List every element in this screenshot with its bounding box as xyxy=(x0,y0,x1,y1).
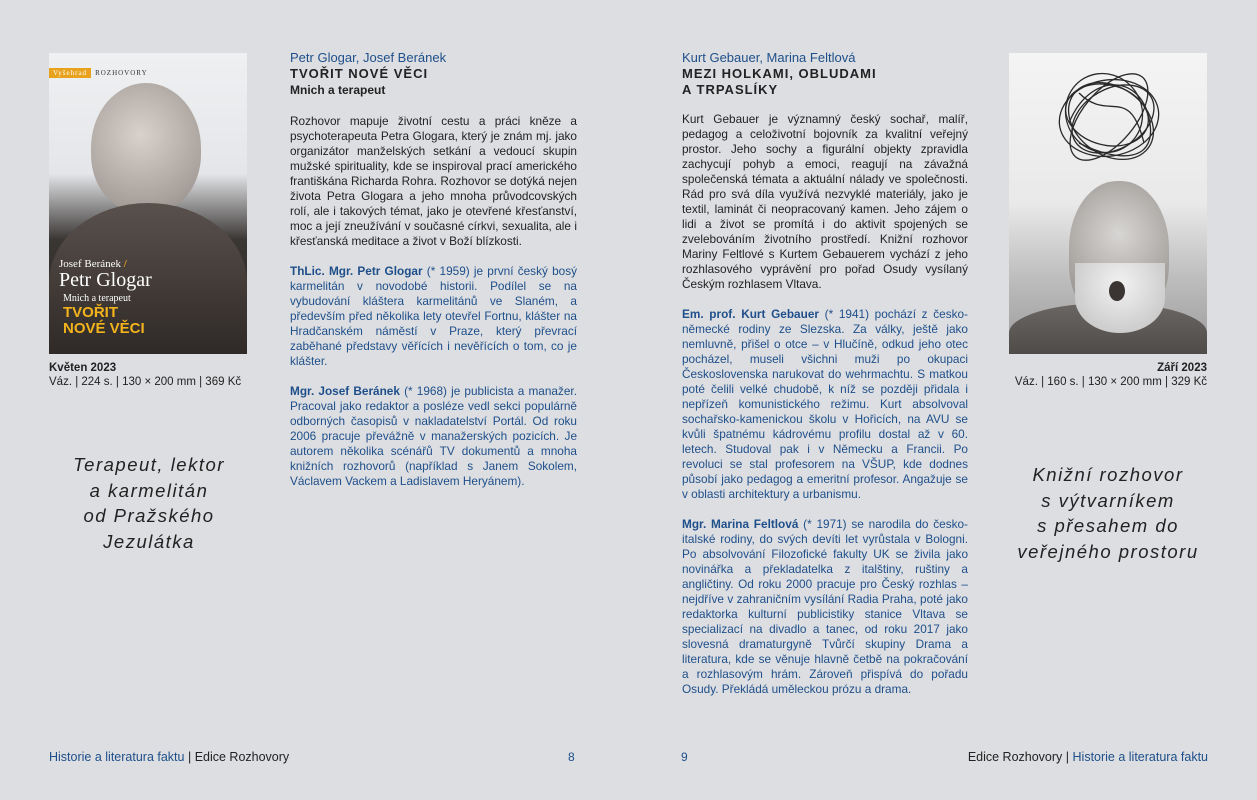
footer-series: Edice Rozhovory xyxy=(967,750,1063,764)
article-left xyxy=(290,50,577,489)
book-title xyxy=(682,66,968,98)
series-label: ROZHOVORY xyxy=(95,69,148,77)
article-right xyxy=(682,50,968,697)
cover-title-line1: TVOŘIT xyxy=(63,304,118,321)
footer-category: Historie a literatura faktu xyxy=(1072,750,1208,764)
footer-series: Edice Rozhovory xyxy=(194,750,290,764)
cover-title xyxy=(63,305,145,337)
bio-text: (* 1959) je první český bosý karmelitán v novodobé historii. Podílel se na vybudování kláštera karmelitánů ve Slaném, a především před několika lety otevřel Fortnu, klášter na Hradčanském náměstí v Praze, který převrací zaběhané představy věřících i nevěřících o tom, co je klášter. xyxy=(290,264,577,368)
book-title-line1: MEZI HOLKAMI, OBLUDAMI xyxy=(682,66,877,81)
book-subtitle: Mnich a terapeut xyxy=(290,83,386,97)
bio-text: (* 1968) je publicista a manažer. Pracoval jako redaktor a posléze vedl sekci populárně odborných časopisů v nakladatelství Portál. Od roku 2006 pracuje převážně v manažerských pozicích. Je autorem několika scénářů TV dokumentů a mnoha knižních rozhovorů (například s Janem Sokolem, Václavem Vackem a Ladislavem Heryánem). xyxy=(290,384,577,488)
cover-author-name: Josef Beránek xyxy=(59,258,122,270)
footer-right xyxy=(968,750,1208,764)
book-specs: Váz. | 160 s. | 130 × 200 mm | 329 Kč xyxy=(1014,376,1207,388)
cover-subtitle: Mnich a terapeut xyxy=(63,293,131,304)
footer-separator: | xyxy=(184,750,195,764)
cover-slash: / xyxy=(123,258,127,270)
quote-line: veřejného prostoru xyxy=(1017,540,1199,562)
portrait-head xyxy=(91,83,201,213)
bio-text: (* 1971) se narodila do česko-italské rodiny, do svých devíti let vyrůstala v Bologni. Po absolvování Filozofické fakulty UK se živila jako novinářka a překladatelka z italštiny, ruštiny a angličtiny. Od roku 2000 pracuje pro Český rozhlas – nejdříve v zahraničním vysílání Radia Praha, poté jako redaktorka kulturní publicistiky stanice Vltava se specializací na divadlo a tanec, od roku 2017 jako slovesná dramaturgyně Tvůrčí skupiny Drama a literatura, kde se věnuje hlavně četbě na pokračování a rozhlasovým hrám. Zároveň přispívá do pořadu Osudy. Překládá uměleckou prózu a drama. xyxy=(682,517,968,696)
authors: Kurt Gebauer, Marina Feltlová xyxy=(682,50,856,65)
portrait-mouth xyxy=(1109,281,1125,301)
quote-line: a karmelitán xyxy=(89,479,209,501)
book-specs: Váz. | 224 s. | 130 × 200 mm | 369 Kč xyxy=(49,376,242,388)
quote-line: Terapeut, lektor xyxy=(73,454,225,475)
footer-category: Historie a literatura faktu xyxy=(49,750,185,764)
book-meta-right xyxy=(1009,361,1207,389)
release-date: Září 2023 xyxy=(1157,362,1207,374)
bio-name: Em. prof. Kurt Gebauer xyxy=(682,307,819,321)
bio-name: Mgr. Marina Feltlová xyxy=(682,517,799,531)
release-date: Květen 2023 xyxy=(49,362,117,374)
quote-line: Knižní rozhovor xyxy=(1032,464,1184,485)
cover-publisher xyxy=(49,68,247,78)
page-number-right: 9 xyxy=(681,750,688,764)
quote-right xyxy=(1000,462,1216,564)
book-title: TVOŘIT NOVÉ VĚCI xyxy=(290,66,429,81)
footer-left xyxy=(49,750,289,764)
book-cover-left xyxy=(49,53,247,354)
footer-separator: | xyxy=(1062,750,1073,764)
author-bio xyxy=(682,307,968,502)
quote-line: Jezulátka xyxy=(103,530,195,552)
author-bio xyxy=(290,384,577,489)
book-title-line2: A TRPASLÍKY xyxy=(682,82,779,97)
author-bio xyxy=(682,517,968,697)
bio-name: Mgr. Josef Beránek xyxy=(290,384,400,398)
authors: Petr Glogar, Josef Beránek xyxy=(290,50,447,65)
bio-text: (* 1941) pochází z česko-německé rodiny ze Slezska. Za války, ještě jako nemluvně, přišel o otce – v Hlučíně, odkud jeho otec pocházel, museli všichni muži po okupaci Československa narukovat do wehrmachtu. S matkou poté čelili velké chudobě, k níž se později přidala i nepřízeň komunistického režimu. Kurt absolvoval sochařsko-kamenickou školu v Hořicích, na AVU se kvůli špatnému kádrovému profilu dostal až v 60. letech. Studoval pak i v Německu a Francii. Po revoluci se stal profesorem na VŠUP, kde dodnes působí jako pedagog a emeritní profesor. Angažuje se v oblasti architektury a urbanismu. xyxy=(682,307,968,501)
cover-title-line2: NOVÉ VĚCI xyxy=(63,320,145,337)
book-meta-left xyxy=(49,361,241,389)
scribble-sculpture-icon xyxy=(1049,63,1169,173)
cover-name: Petr Glogar xyxy=(59,269,152,291)
book-description: Kurt Gebauer je významný český sochař, malíř, pedagog a celoživotní bojovník za kvalitní veřejný prostor. Jeho sochy a figurální objekty zpravidla zachycují pohyb a emoci, reagují na závažná společenská témata a aktuální nálady ve společnosti. Rád pro svá díla využívá nezvyklé materiály, jako je textil, laminát či neopracovaný kamen. Jeho zájem o lidi a život se promítá i do aktivit spojených se zvelebováním životního prostředí. Knižní rozhovor Mariny Feltlové s Kurtem Gebauerem vychází z jeho rozhlasového vyprávění pro pořad Osudy vysílaný Českým rozhlasem Vltava. xyxy=(682,112,968,291)
quote-line: od Pražského xyxy=(83,505,215,526)
bio-name: ThLic. Mgr. Petr Glogar xyxy=(290,264,423,278)
page-number-left: 8 xyxy=(568,750,575,764)
book-cover-right xyxy=(1009,53,1207,354)
quote-line: s výtvarníkem xyxy=(1041,489,1175,511)
author-bio xyxy=(290,264,577,369)
quote-line: s přesahem do xyxy=(1037,515,1179,536)
publisher-tag: Vyšehrad xyxy=(49,68,91,78)
quote-left xyxy=(49,452,249,554)
book-description: Rozhovor mapuje životní cestu a práci kněze a psychoterapeuta Petra Glogara, který je znám mj. jako organizátor manželských setkání a vedoucí skupin mužské spirituality, kde se inspiroval prací amerického františkána Richarda Rohra. Rozhovor se dotýká nejen života Petra Glogara a jeho mnoha průvodcovských rolí, ale i takových témat, jako je otevřené křesťanství, moc a její zneužívání v současné církvi, sexualita, ale i křesťanská meditace a život v Boží blízkosti. xyxy=(290,114,577,248)
